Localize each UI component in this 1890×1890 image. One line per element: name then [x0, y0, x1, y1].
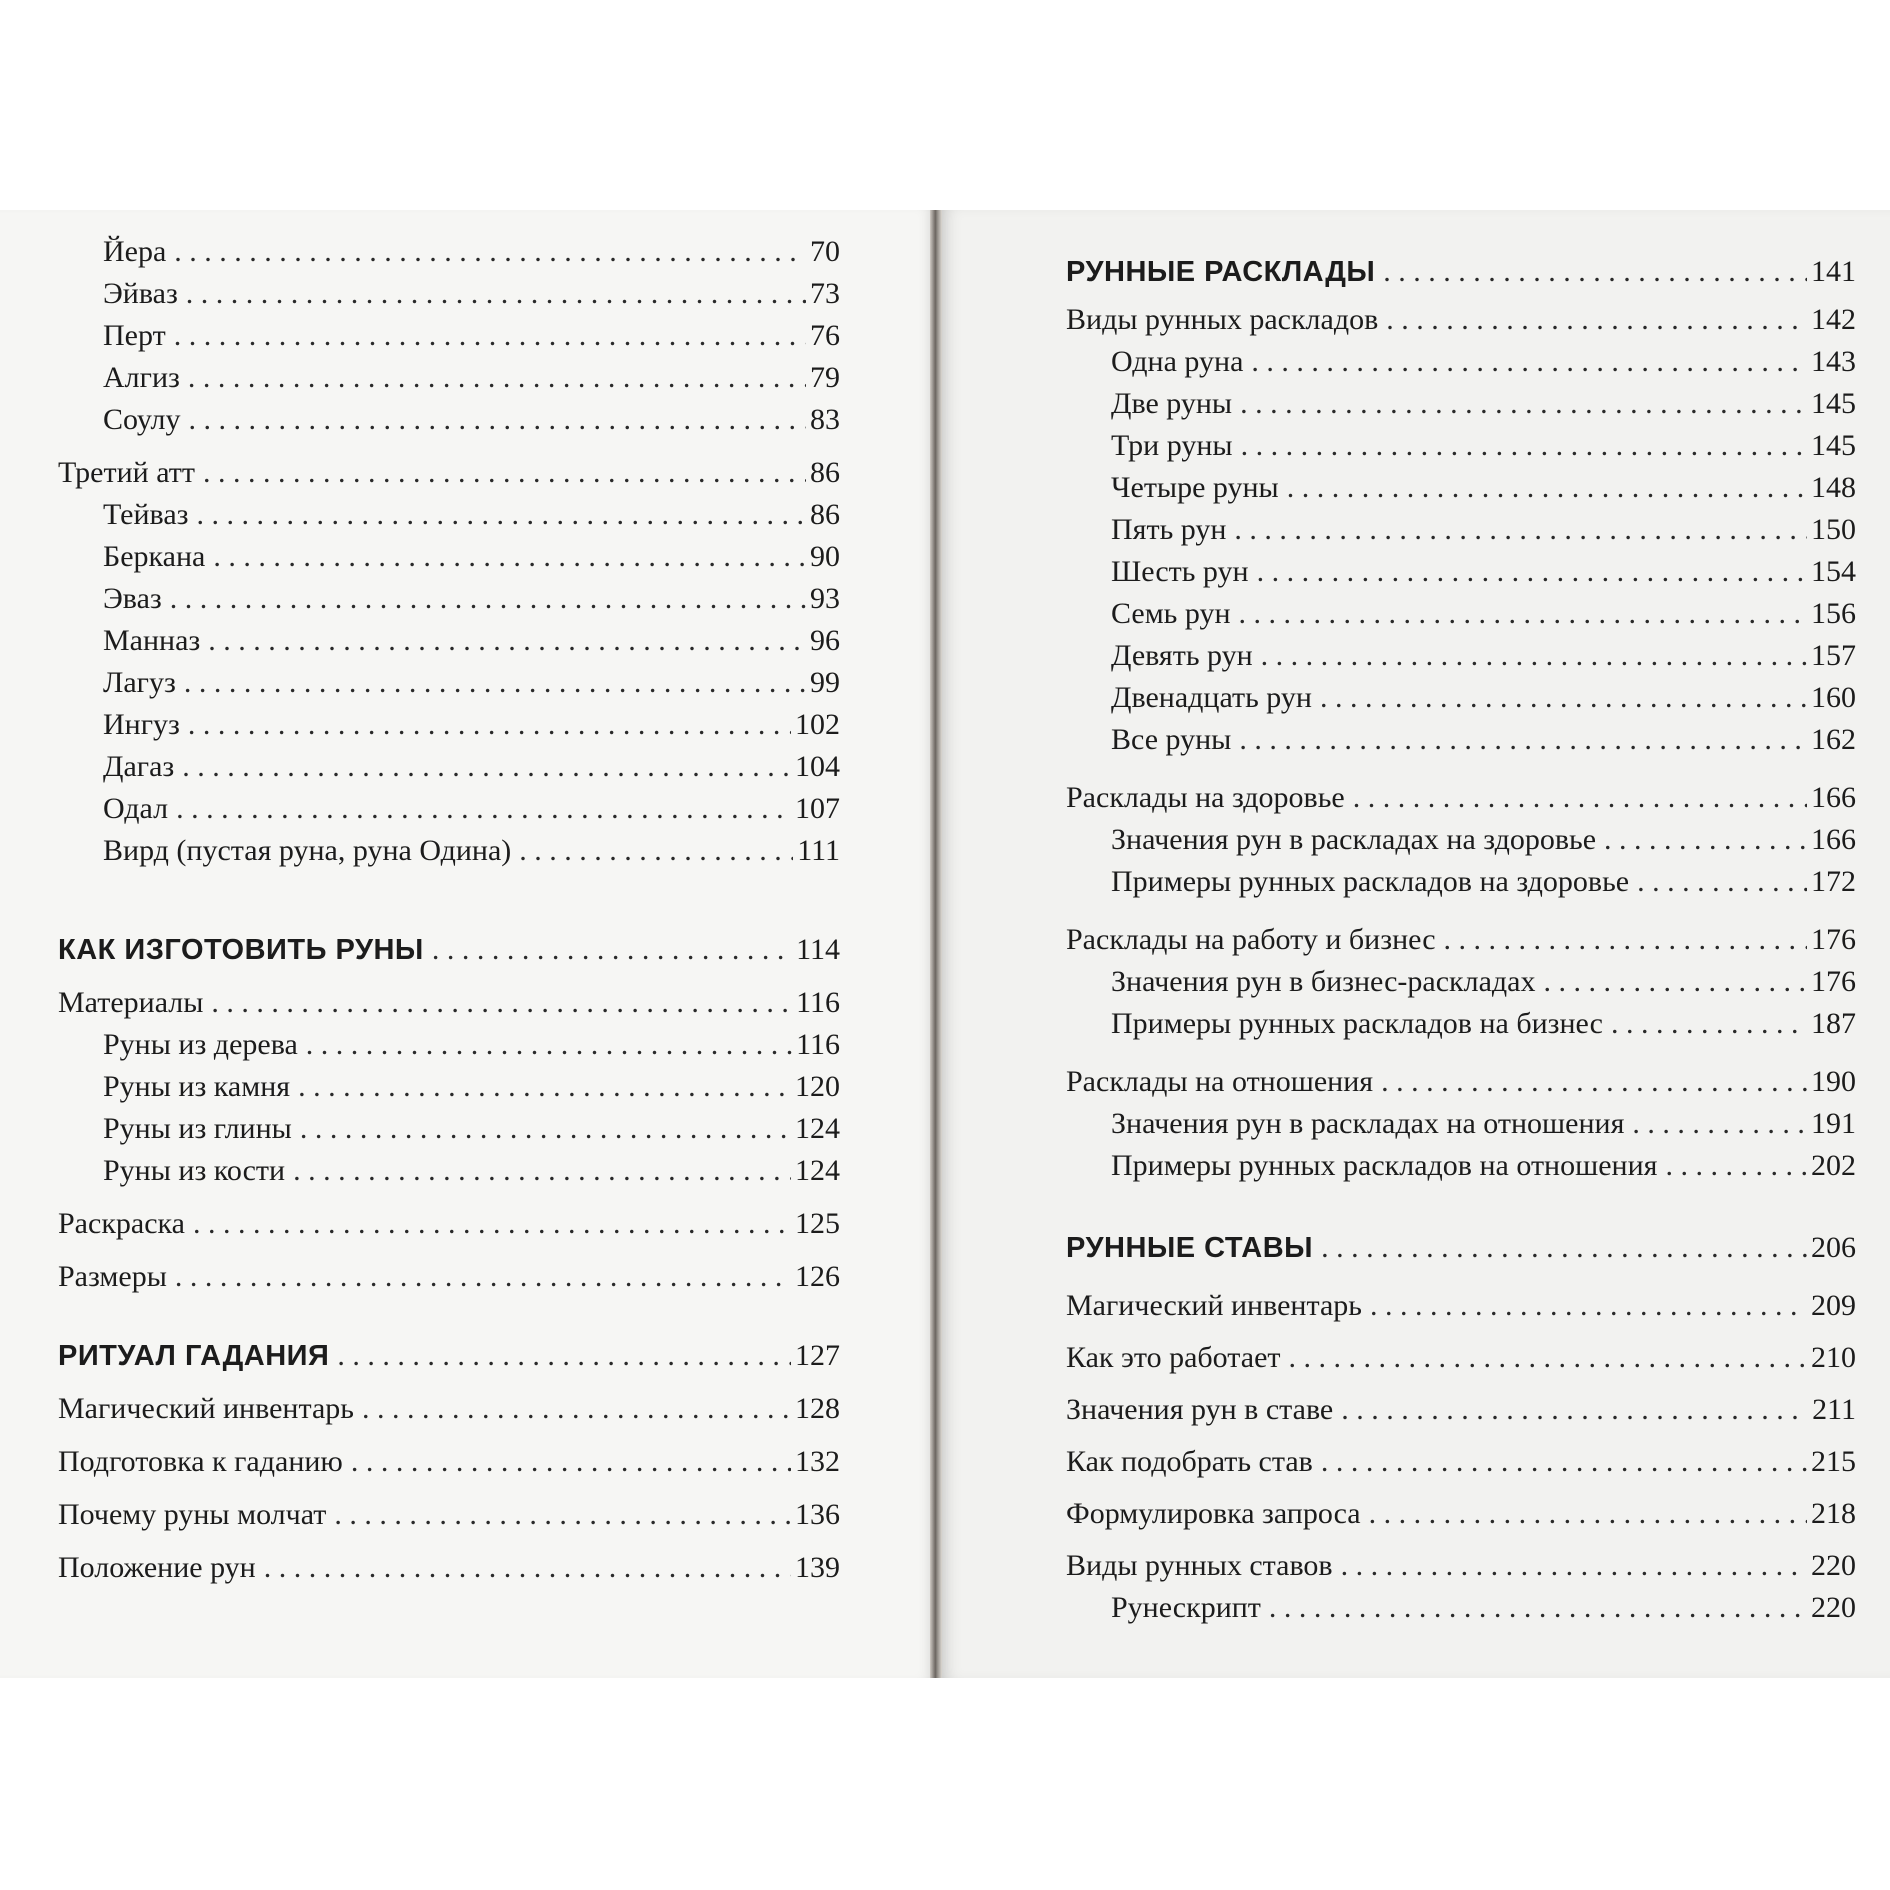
toc-entry-page: 191 — [1811, 1107, 1856, 1140]
toc-entry — [1066, 964, 1856, 1000]
toc-entry-title: Как это работает — [1066, 1341, 1281, 1374]
toc-entry — [58, 1069, 840, 1105]
dot-leader — [264, 1550, 791, 1586]
dot-leader — [182, 749, 791, 785]
dot-leader — [1341, 1548, 1807, 1584]
toc-entry-page: 172 — [1811, 865, 1856, 898]
dot-leader — [174, 234, 806, 270]
toc-entry — [1066, 344, 1856, 380]
toc-entry-page: 136 — [795, 1498, 840, 1531]
toc-entry-title: Три руны — [1111, 429, 1233, 462]
toc-entry — [58, 234, 840, 270]
toc-entry-page: 141 — [1811, 255, 1856, 288]
toc-entry-page: 139 — [795, 1551, 840, 1584]
dot-leader — [208, 623, 806, 659]
dot-leader — [1234, 512, 1807, 548]
toc-entry-title: Вирд (пустая руна, руна Одина) — [103, 834, 512, 867]
dot-leader — [362, 1391, 791, 1427]
toc-entry-title: Эваз — [103, 582, 162, 615]
toc-entry — [58, 1153, 840, 1189]
dot-leader — [1321, 1444, 1807, 1480]
toc-entry-page: 90 — [810, 540, 840, 573]
toc-entry-title: Две руны — [1111, 387, 1233, 420]
toc-entry — [1066, 864, 1856, 900]
toc-entry-page: 209 — [1811, 1289, 1856, 1322]
toc-entry-title: Ингуз — [103, 708, 180, 741]
toc-entry-title: Подготовка к гаданию — [58, 1445, 343, 1478]
toc-entry-title: КАК ИЗГОТОВИТЬ РУНЫ — [58, 934, 424, 966]
toc-entry-page: 211 — [1812, 1393, 1856, 1426]
toc-entry-page: 83 — [810, 403, 840, 436]
toc-entry-title: Виды рунных ставов — [1066, 1549, 1333, 1582]
toc-entry-title: Рунескрипт — [1111, 1591, 1261, 1624]
dot-leader — [1289, 1340, 1808, 1376]
toc-entry-title: Девять рун — [1111, 639, 1253, 672]
dot-leader — [1369, 1496, 1807, 1532]
toc-entry-page: 190 — [1811, 1065, 1856, 1098]
toc-entry — [58, 360, 840, 396]
dot-leader — [1251, 344, 1807, 380]
dot-leader — [174, 318, 806, 354]
toc-entry — [1066, 822, 1856, 858]
dot-leader — [1353, 780, 1807, 816]
toc-entry — [58, 1111, 840, 1147]
toc-entry — [58, 402, 840, 438]
toc-entry — [58, 318, 840, 354]
dot-leader — [1544, 964, 1808, 1000]
dot-leader — [298, 1069, 791, 1105]
toc-entry-title: Двенадцать рун — [1111, 681, 1312, 714]
toc-entry — [1066, 922, 1856, 958]
toc-entry-title: Алгиз — [103, 361, 180, 394]
toc-entry-page: 104 — [795, 750, 840, 783]
toc-entry-title: Одна руна — [1111, 345, 1244, 378]
toc-entry-page: 126 — [795, 1260, 840, 1293]
toc-entry-page: 166 — [1811, 781, 1856, 814]
dot-leader — [1239, 722, 1807, 758]
toc-entry-title: Семь рун — [1111, 597, 1231, 630]
dot-leader — [300, 1111, 791, 1147]
toc-entry-page: 111 — [797, 834, 840, 867]
toc-entry-page: 116 — [796, 986, 840, 1019]
toc-entry — [1066, 638, 1856, 674]
toc-entry-page: 79 — [810, 361, 840, 394]
toc-entry-page: 124 — [795, 1112, 840, 1145]
toc-entry-title: Руны из камня — [103, 1070, 291, 1103]
dot-leader — [293, 1153, 791, 1189]
toc-entry-page: 125 — [795, 1207, 840, 1240]
toc-entry-page: 166 — [1811, 823, 1856, 856]
toc-entry-page: 120 — [795, 1070, 840, 1103]
toc-entry-title: Шесть рун — [1111, 555, 1249, 588]
toc-entry — [1066, 1148, 1856, 1184]
toc-entry — [1066, 554, 1856, 590]
toc-entry — [58, 1550, 840, 1586]
toc-entry-title: Расклады на здоровье — [1066, 781, 1345, 814]
toc-entry — [58, 1444, 840, 1480]
toc-entry-page: 157 — [1811, 639, 1856, 672]
toc-entry — [58, 455, 840, 491]
toc-entry-title: Перт — [103, 319, 166, 352]
dot-leader — [213, 539, 806, 575]
toc-entry-page: 220 — [1811, 1549, 1856, 1582]
toc-entry — [1066, 386, 1856, 422]
toc-entry-title: Материалы — [58, 986, 204, 1019]
dot-leader — [1611, 1006, 1807, 1042]
toc-entry — [1066, 302, 1856, 338]
dot-leader — [1287, 470, 1807, 506]
toc-entry — [1066, 1340, 1856, 1376]
toc-entry — [58, 276, 840, 312]
toc-entry-title: Как подобрать став — [1066, 1445, 1313, 1478]
toc-entry-title: Расклады на работу и бизнес — [1066, 923, 1436, 956]
toc-entry — [1066, 1064, 1856, 1100]
toc-entry-page: 143 — [1811, 345, 1856, 378]
toc-entry-title: Беркана — [103, 540, 206, 573]
toc-entry-page: 202 — [1811, 1149, 1856, 1182]
dot-leader — [211, 985, 792, 1021]
toc-entry-page: 150 — [1811, 513, 1856, 546]
toc-entry — [58, 985, 840, 1021]
toc-entry-title: Размеры — [58, 1260, 167, 1293]
dot-leader — [203, 455, 806, 491]
dot-leader — [189, 402, 806, 438]
dot-leader — [1386, 302, 1807, 338]
dot-leader — [1370, 1288, 1807, 1324]
toc-entry-title: Все руны — [1111, 723, 1232, 756]
dot-leader — [1261, 638, 1807, 674]
dot-leader — [1637, 864, 1807, 900]
toc-entry-page: 156 — [1811, 597, 1856, 630]
dot-leader — [334, 1497, 791, 1533]
dot-leader — [1604, 822, 1807, 858]
toc-entry — [58, 1259, 840, 1295]
toc-entry-title: Значения рун в раскладах на отношения — [1111, 1107, 1625, 1140]
toc-entry — [1066, 596, 1856, 632]
toc-section-heading — [1066, 254, 1856, 290]
toc-entry-title: Значения рун в ставе — [1066, 1393, 1334, 1426]
dot-leader — [193, 1206, 791, 1242]
toc-entry — [1066, 780, 1856, 816]
toc-entry — [1066, 1288, 1856, 1324]
toc-entry — [1066, 1106, 1856, 1142]
toc-entry-page: 86 — [810, 498, 840, 531]
toc-entry-title: Магический инвентарь — [1066, 1289, 1362, 1322]
toc-section-heading — [58, 932, 840, 968]
toc-entry-page: 210 — [1811, 1341, 1856, 1374]
toc-entry-page: 145 — [1811, 387, 1856, 420]
toc-entry — [1066, 1444, 1856, 1480]
toc-entry-title: Примеры рунных раскладов на отношения — [1111, 1149, 1658, 1182]
toc-entry-title: Положение рун — [58, 1551, 256, 1584]
dot-leader — [1269, 1590, 1807, 1626]
toc-entry — [58, 539, 840, 575]
toc-section-heading — [58, 1338, 840, 1374]
toc-entry-title: Раскраска — [58, 1207, 185, 1240]
toc-entry-title: Значения рун в раскладах на здоровье — [1111, 823, 1597, 856]
toc-entry-page: 99 — [810, 666, 840, 699]
toc-entry-title: Манназ — [103, 624, 201, 657]
dot-leader — [175, 1259, 791, 1295]
toc-entry — [1066, 1548, 1856, 1584]
dot-leader — [519, 833, 793, 869]
toc-entry — [1066, 1590, 1856, 1626]
dot-leader — [337, 1338, 791, 1374]
dot-leader — [432, 932, 792, 968]
toc-entry — [58, 749, 840, 785]
toc-entry-page: 187 — [1811, 1007, 1856, 1040]
toc-entry-page: 127 — [795, 1339, 840, 1372]
toc-entry-title: Тейваз — [103, 498, 189, 531]
toc-entry-title: Значения рун в бизнес-раскладах — [1111, 965, 1536, 998]
toc-entry — [58, 1027, 840, 1063]
toc-section-heading — [1066, 1230, 1856, 1266]
toc-entry-page: 96 — [810, 624, 840, 657]
dot-leader — [1321, 1230, 1807, 1266]
toc-entry — [1066, 1392, 1856, 1428]
toc-entry-title: Расклады на отношения — [1066, 1065, 1374, 1098]
toc-entry — [58, 665, 840, 701]
toc-entry-title: Пять рун — [1111, 513, 1227, 546]
toc-entry-page: 70 — [810, 235, 840, 268]
toc-entry-title: Йера — [103, 235, 167, 268]
toc-entry-title: Руны из глины — [103, 1112, 292, 1145]
toc-entry — [1066, 722, 1856, 758]
toc-entry — [1066, 512, 1856, 548]
toc-entry-page: 102 — [795, 708, 840, 741]
toc-entry-title: Виды рунных раскладов — [1066, 303, 1379, 336]
toc-entry-title: Соулу — [103, 403, 181, 436]
toc-entry-page: 128 — [795, 1392, 840, 1425]
toc-entry — [58, 497, 840, 533]
toc-entry-title: Почему руны молчат — [58, 1498, 327, 1531]
dot-leader — [1320, 680, 1807, 716]
toc-entry-page: 93 — [810, 582, 840, 615]
toc-entry — [58, 581, 840, 617]
toc-entry-page: 220 — [1811, 1591, 1856, 1624]
toc-entry-page: 73 — [810, 277, 840, 310]
dot-leader — [1241, 428, 1807, 464]
dot-leader — [1444, 922, 1807, 958]
dot-leader — [184, 665, 806, 701]
toc-entry-page: 176 — [1811, 923, 1856, 956]
toc-entry-page: 114 — [796, 933, 840, 966]
dot-leader — [1239, 596, 1807, 632]
toc-entry-page: 176 — [1811, 965, 1856, 998]
toc-entry-title: Формулировка запроса — [1066, 1497, 1361, 1530]
dot-leader — [176, 791, 791, 827]
toc-entry-page: 86 — [810, 456, 840, 489]
toc-entry-title: РУННЫЕ РАСКЛАДЫ — [1066, 256, 1376, 288]
toc-entry-page: 154 — [1811, 555, 1856, 588]
toc-entry-page: 142 — [1811, 303, 1856, 336]
toc-entry-title: РИТУАЛ ГАДАНИЯ — [58, 1340, 330, 1372]
toc-entry-title: Эйваз — [103, 277, 178, 310]
toc-entry-page: 215 — [1811, 1445, 1856, 1478]
toc-entry — [58, 1206, 840, 1242]
dot-leader — [188, 707, 791, 743]
toc-entry-page: 76 — [810, 319, 840, 352]
dot-leader — [1632, 1106, 1807, 1142]
dot-leader — [1665, 1148, 1807, 1184]
toc-entry-title: Одал — [103, 792, 169, 825]
toc-entry — [58, 1497, 840, 1533]
toc-entry-page: 162 — [1811, 723, 1856, 756]
toc-entry-page: 132 — [795, 1445, 840, 1478]
book-gutter — [930, 210, 942, 1678]
toc-entry-title: Дагаз — [103, 750, 175, 783]
toc-entry-title: Третий атт — [58, 456, 195, 489]
dot-leader — [1383, 254, 1807, 290]
toc-entry — [1066, 470, 1856, 506]
toc-entry-page: 206 — [1811, 1231, 1856, 1264]
toc-entry — [58, 707, 840, 743]
dot-leader — [1381, 1064, 1807, 1100]
toc-entry-title: РУННЫЕ СТАВЫ — [1066, 1232, 1314, 1264]
toc-entry — [58, 623, 840, 659]
toc-entry-page: 107 — [795, 792, 840, 825]
dot-leader — [197, 497, 807, 533]
toc-entry-title: Четыре руны — [1111, 471, 1279, 504]
toc-entry — [1066, 428, 1856, 464]
dot-leader — [351, 1444, 791, 1480]
toc-entry — [58, 791, 840, 827]
dot-leader — [1240, 386, 1807, 422]
dot-leader — [188, 360, 806, 396]
toc-entry-title: Примеры рунных раскладов на здоровье — [1111, 865, 1630, 898]
dot-leader — [1257, 554, 1807, 590]
toc-entry-title: Лагуз — [103, 666, 176, 699]
toc-entry — [1066, 680, 1856, 716]
toc-entry-page: 160 — [1811, 681, 1856, 714]
dot-leader — [1341, 1392, 1808, 1428]
toc-entry — [58, 1391, 840, 1427]
dot-leader — [306, 1027, 792, 1063]
toc-entry-title: Примеры рунных раскладов на бизнес — [1111, 1007, 1603, 1040]
toc-entry-page: 116 — [796, 1028, 840, 1061]
dot-leader — [186, 276, 806, 312]
toc-entry — [1066, 1496, 1856, 1532]
toc-entry-page: 218 — [1811, 1497, 1856, 1530]
toc-entry-title: Руны из дерева — [103, 1028, 298, 1061]
toc-entry-title: Магический инвентарь — [58, 1392, 354, 1425]
toc-entry — [1066, 1006, 1856, 1042]
toc-entry-page: 148 — [1811, 471, 1856, 504]
toc-entry — [58, 833, 840, 869]
toc-entry-page: 145 — [1811, 429, 1856, 462]
toc-entry-title: Руны из кости — [103, 1154, 286, 1187]
dot-leader — [170, 581, 806, 617]
toc-entry-page: 124 — [795, 1154, 840, 1187]
